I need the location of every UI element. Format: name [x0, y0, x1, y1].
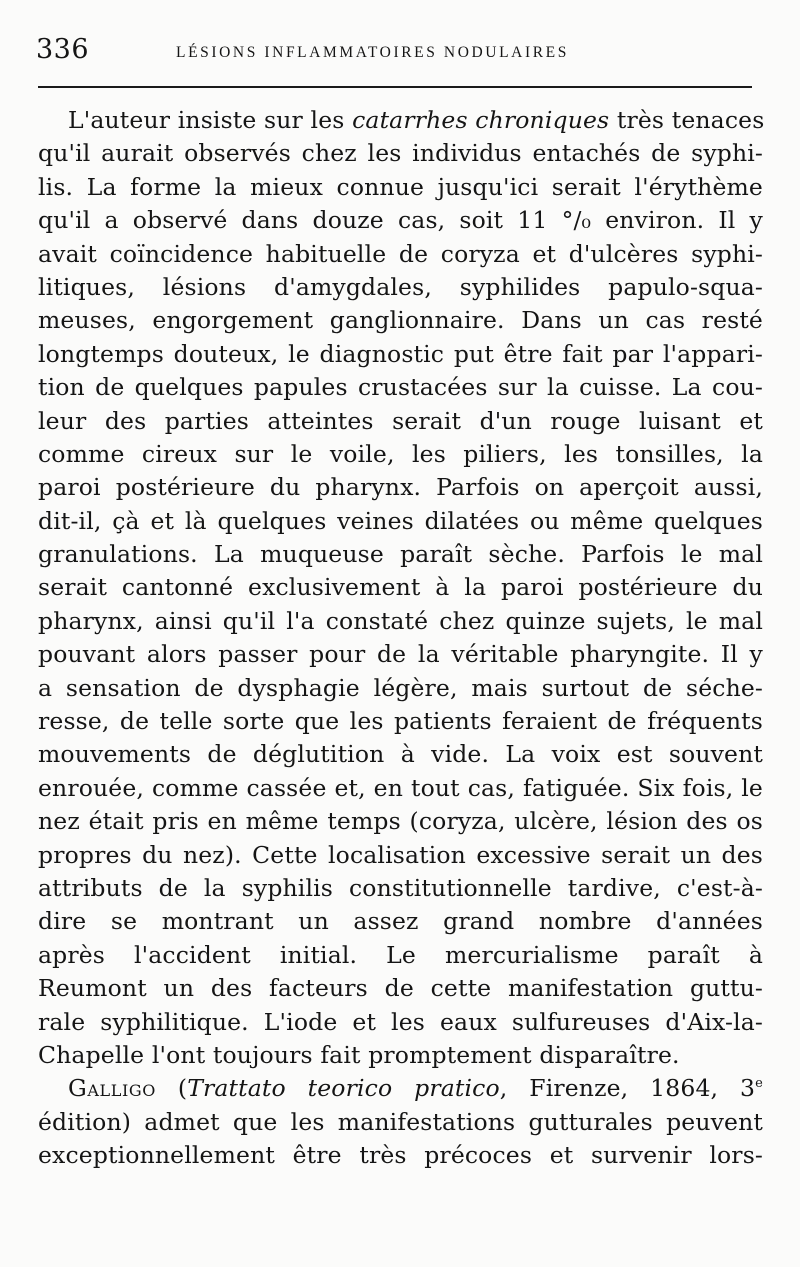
text-line: tion de quelques papules crustacées sur la cuisse. La cou-: [38, 373, 763, 402]
text-line: Reumont un des facteurs de cette manifestation guttu-: [38, 974, 763, 1003]
text-line: resse, de telle sorte que les patients feraient de fréquents: [38, 707, 763, 736]
text-line: propres du nez). Cette localisation excessive serait un des: [38, 840, 763, 869]
author-name: Galligo: [68, 1074, 156, 1103]
text-line: dit-il, çà et là quelques veines dilatées ou même quelques: [38, 506, 763, 535]
text-line: édition) admet que les manifestations gutturales peuvent: [38, 1107, 763, 1136]
text-line: [38, 1072, 763, 1105]
text-line: leur des parties atteintes serait d'un rouge luisant et: [38, 406, 763, 435]
text-line: meuses, engorgement ganglionnaire. Dans un cas resté: [38, 306, 763, 335]
text-line: avait coïncidence habituelle de coryza et d'ulcères syphi-: [38, 239, 763, 268]
text-line: lis. La forme la mieux connue jusqu'ici serait l'érythème: [38, 172, 763, 201]
text-line: dire se montrant un assez grand nombre d'années: [38, 907, 763, 936]
text-line: enrouée, comme cassée et, en tout cas, fatiguée. Six fois, le: [38, 773, 763, 802]
text-line: [38, 104, 763, 137]
text-span: , Firenze, 1864, 3: [499, 1074, 756, 1103]
text-line: nez était pris en même temps (coryza, ulcère, lésion des os: [38, 807, 763, 836]
text-span: très tenaces: [609, 106, 765, 134]
text-line: rale syphilitique. L'iode et les eaux sulfureuses d'Aix-la-: [38, 1007, 763, 1036]
text-line: pouvant alors passer pour de la véritable pharyngite. Il y: [38, 640, 763, 669]
text-line: a sensation de dysphagie légère, mais surtout de séche-: [38, 673, 763, 702]
text-line: qu'il aurait observés chez les individus entachés de syphi-: [38, 139, 763, 168]
text-line: après l'accident initial. Le mercurialisme paraît à: [38, 940, 763, 969]
text-line: qu'il a observé dans douze cas, soit 11 °/₀ environ. Il y: [38, 206, 763, 235]
superscript: e: [755, 1076, 763, 1092]
text-line: litiques, lésions d'amygdales, syphilides papulo-squa-: [38, 272, 763, 301]
text-line: attributs de la syphilis constitutionnelle tardive, c'est-à-: [38, 873, 763, 902]
header-rule: [38, 86, 752, 88]
text-line: mouvements de déglutition à vide. La voix est souvent: [38, 740, 763, 769]
page-number: 336: [36, 34, 90, 65]
text-line: pharynx, ainsi qu'il l'a constaté chez quinze sujets, le mal: [38, 606, 763, 635]
text-line: longtemps douteux, le diagnostic put être fait par l'appari-: [38, 339, 763, 368]
text-line: paroi postérieure du pharynx. Parfois on aperçoit aussi,: [38, 473, 763, 502]
italic-title: Trattato teorico pratico: [187, 1074, 500, 1103]
text-line: comme cireux sur le voile, les piliers, les tonsilles, la: [38, 439, 763, 468]
text-line: Chapelle l'ont toujours fait promptement disparaître.: [38, 1040, 680, 1069]
italic-term: catarrhes chroniques: [352, 106, 610, 134]
page-header: [36, 34, 756, 74]
text-line: serait cantonné exclusivement à la paroi postérieure du: [38, 573, 763, 602]
text-line: granulations. La muqueuse paraît sèche. Parfois le mal: [38, 540, 763, 569]
text-span: L'auteur insiste sur les: [68, 106, 353, 134]
text-line: exceptionnellement être très précoces et survenir lors-: [38, 1141, 763, 1170]
running-title: LÉSIONS INFLAMMATOIRES NODULAIRES: [176, 44, 569, 61]
text-span: (: [156, 1074, 188, 1103]
body-text: [38, 104, 763, 1173]
